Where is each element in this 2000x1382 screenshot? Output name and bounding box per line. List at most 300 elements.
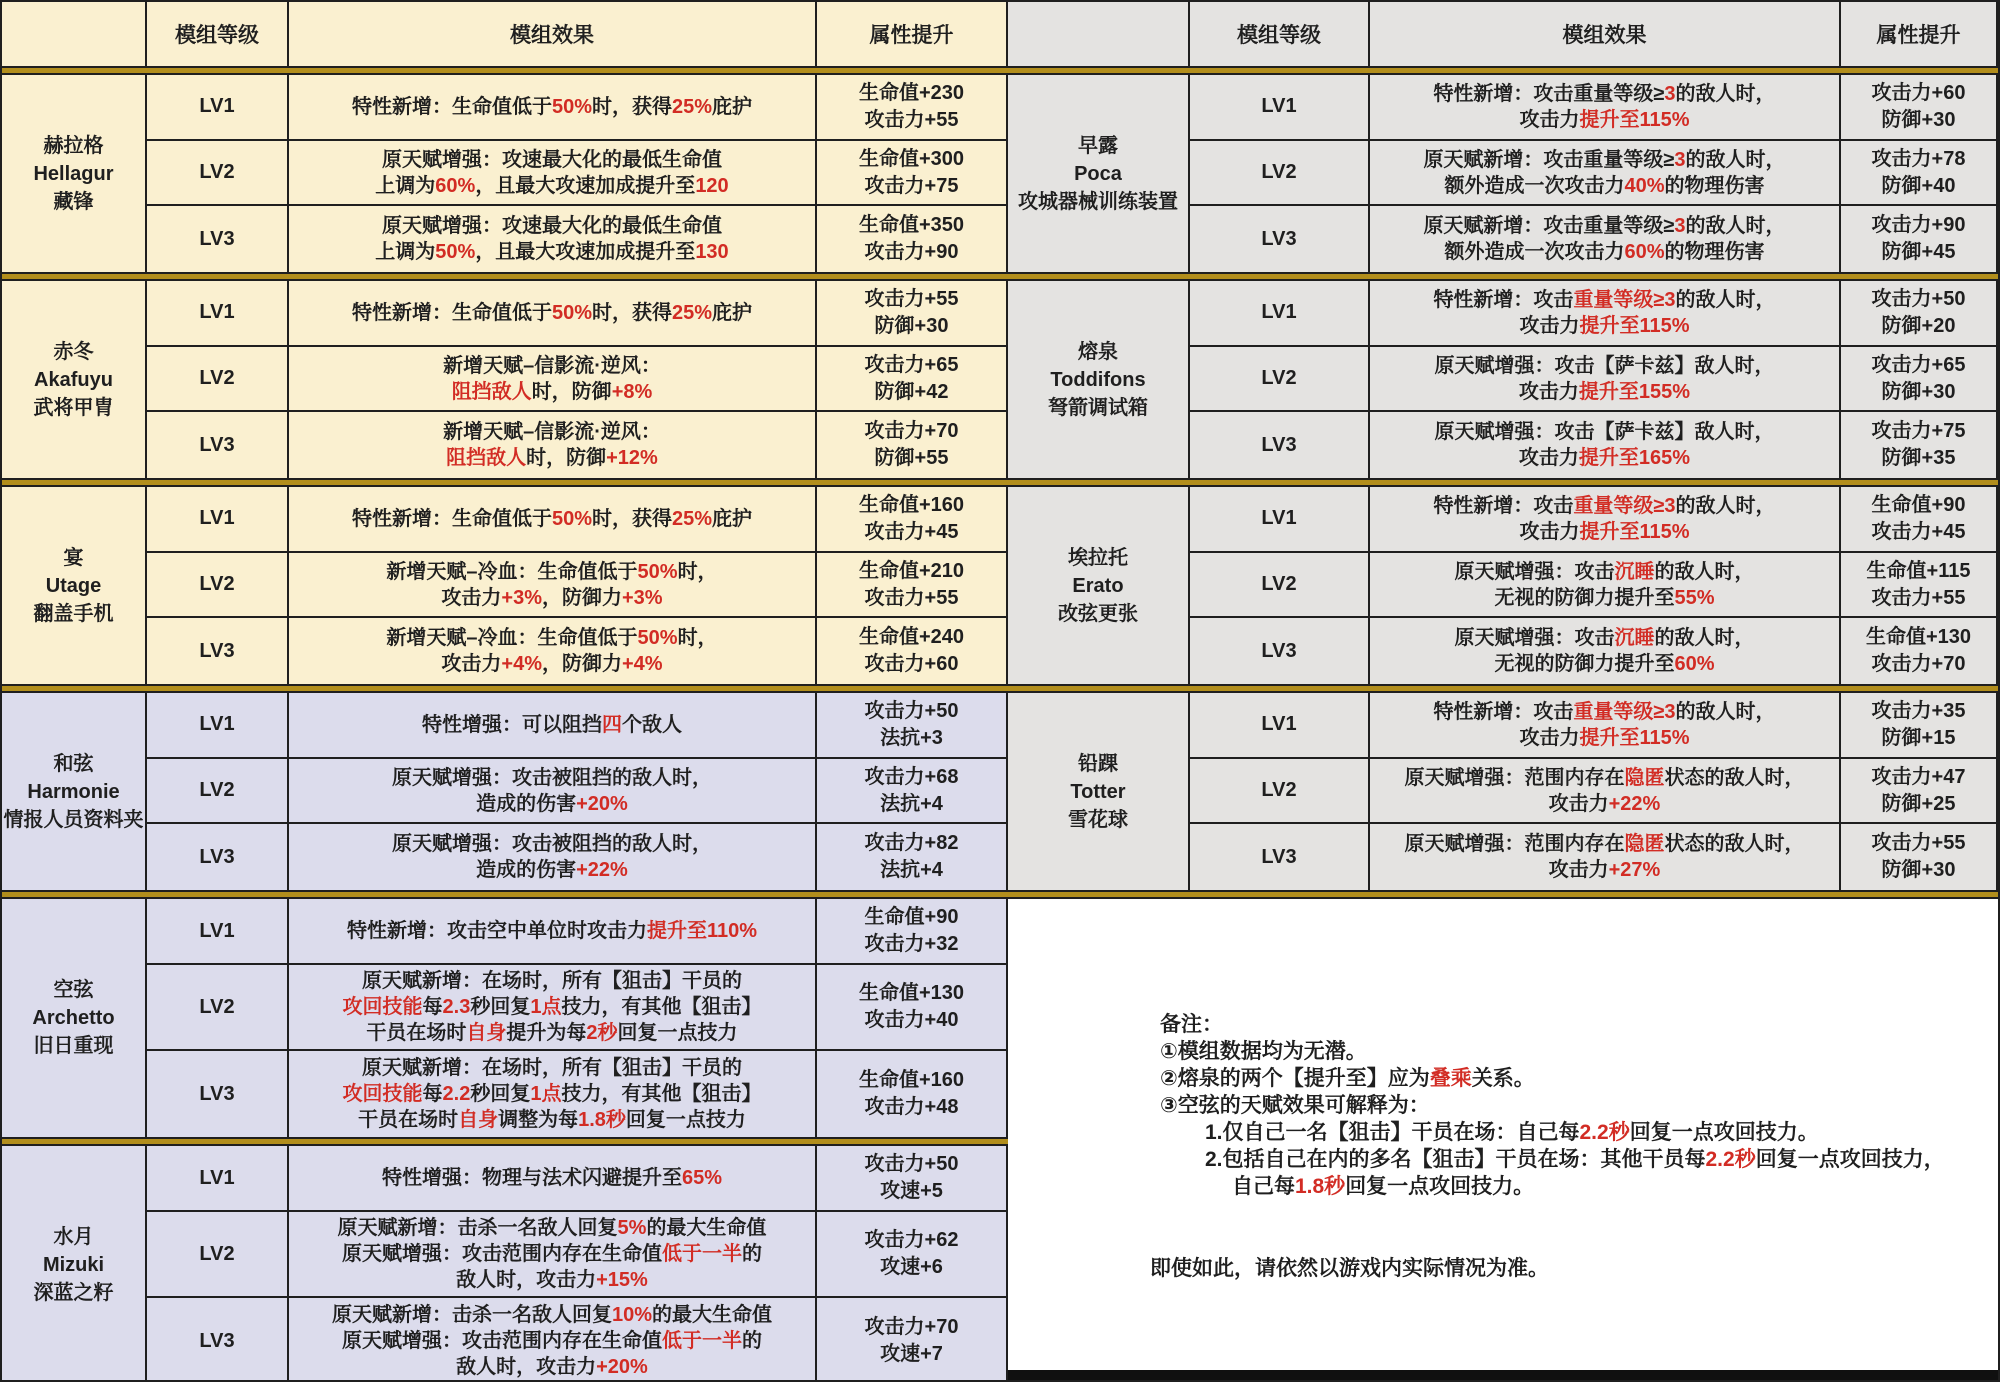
effect-line: 特性新增：攻击重量等级≥3的敌人时， [1433,82,1776,105]
module-effect-cell [289,75,817,141]
gold-divider [2,1137,1008,1146]
gold-divider [1008,890,1998,899]
effect-line: 特性新增：攻击重量等级≥3的敌人时， [1433,700,1776,723]
attribute-boost-cell [817,141,1008,207]
operator-block [2,487,1008,684]
operator-name [2,75,147,272]
left-header-corner [2,2,147,66]
module-level-cell: LV2 [147,141,289,207]
attribute-boost-cell [817,759,1008,825]
attribute-line: 防御+15 [1881,726,1956,749]
effect-line: 造成的伤害+20% [476,792,628,815]
attribute-boost-cell [817,206,1008,272]
operator-name-line: 情报人员资料夹 [3,808,144,831]
module-level-cell: LV3 [1190,824,1370,890]
module-row [147,824,1008,890]
module-row [1190,141,1998,207]
attribute-line: 攻速+7 [880,1343,943,1365]
module-rows [147,487,1008,684]
effect-line: 额外造成一次攻击力40%的物理伤害 [1444,174,1765,197]
module-rows [1190,693,1998,890]
attribute-line: 攻击力+47 [1871,765,1966,788]
attribute-line: 生命值+350 [858,214,965,237]
effect-line: 特性新增：攻击重量等级≥3的敌人时， [1433,288,1776,311]
right-header-module-effect: 模组效果 [1370,2,1841,66]
attribute-line: 法抗+3 [880,726,943,749]
module-level-cell: LV3 [1190,618,1370,684]
module-effect-cell [289,1212,817,1298]
operator-name [2,487,147,684]
effect-line: 新增天赋–信影流·逆风： [443,421,661,444]
attribute-boost-cell [1841,412,1998,478]
attribute-boost-cell [817,899,1008,965]
effect-line: 特性新增：生命值低于50%时，获得25%庇护 [351,95,753,118]
module-effect-cell [1370,824,1841,890]
operator-name-line: Harmonie [27,780,120,803]
module-row [147,347,1008,413]
module-rows [1190,487,1998,684]
module-effect-cell [1370,141,1841,207]
attribute-line: 攻击力+48 [864,1096,959,1118]
effect-line: 攻回技能每2.2秒回复1点技力，有其他【狙击】 [342,1083,762,1105]
module-effect-cell [289,1146,817,1212]
attribute-line: 法抗+4 [880,792,943,815]
module-row [147,75,1008,141]
module-level-cell: LV2 [147,553,289,619]
module-effect-cell [1370,206,1841,272]
attribute-line: 攻击力+50 [1871,287,1966,310]
attribute-boost-cell [817,347,1008,413]
module-effect-cell [289,412,817,478]
module-level-cell: LV3 [1190,206,1370,272]
module-level-cell: LV2 [1190,347,1370,413]
module-effect-cell [289,824,817,890]
module-row [1190,347,1998,413]
module-row [1190,693,1998,759]
effect-line: 原天赋增强：攻击被阻挡的敌人时， [391,766,712,789]
attribute-line: 法抗+4 [880,859,943,882]
module-effect-cell [289,1298,817,1382]
effect-line: 原天赋增强：攻击沉睡的敌人时， [1454,627,1755,650]
effect-line: 攻击力提升至155% [1518,380,1691,403]
attribute-line: 防御+42 [874,380,949,403]
module-row [1190,75,1998,141]
right-header-corner [1008,2,1190,66]
operator-name-line: 空弦 [53,979,94,1001]
attribute-boost-cell [817,412,1008,478]
attribute-line: 攻击力+50 [864,699,959,722]
attribute-line: 生命值+160 [858,1069,965,1091]
module-level-cell: LV1 [147,693,289,759]
right-header-attribute-boost: 属性提升 [1841,2,1998,66]
left-header-module-level: 模组等级 [147,2,289,66]
attribute-line: 攻速+5 [880,1180,943,1202]
left-table-body [2,75,1008,1382]
module-effect-cell [289,206,817,272]
operator-name-line: 攻城器械训练装置 [1017,190,1178,213]
effect-line: 原天赋新增：击杀一名敌人回复5%的最大生命值 [337,1217,767,1239]
attribute-line: 防御+30 [874,314,949,337]
effect-line: 原天赋增强：攻击【萨卡兹】敌人时， [1434,354,1775,377]
module-row [1190,618,1998,684]
module-row [147,1051,1008,1137]
effect-line: 原天赋增强：攻击沉睡的敌人时， [1454,560,1755,583]
module-level-cell: LV1 [1190,487,1370,553]
operator-name [2,899,147,1137]
module-level-cell: LV1 [147,487,289,553]
operator-name-line: Mizuki [42,1254,105,1276]
attribute-line: 攻击力+60 [1871,81,1966,104]
effect-line: 新增天赋–冷血：生命值低于50%时， [386,627,718,650]
notes-footer: 即使如此，请依然以游戏内实际情况为准。 [1149,1257,1549,1280]
effect-line: 原天赋增强：攻速最大化的最低生命值 [381,215,722,238]
module-effect-cell [289,759,817,825]
operator-name [2,1146,147,1382]
effect-line: 特性新增：生命值低于50%时，获得25%庇护 [351,301,753,324]
module-effect-cell [1370,553,1841,619]
module-row [1190,553,1998,619]
right-table-body [1008,75,1998,899]
effect-line: 攻回技能每2.3秒回复1点技力，有其他【狙击】 [342,996,762,1018]
module-level-cell: LV2 [1190,553,1370,619]
operator-name-line: Poca [1074,162,1122,185]
module-effect-cell [1370,618,1841,684]
attribute-line: 攻击力+90 [1871,214,1966,237]
effect-line: 阻挡敌人时，防御+12% [446,447,658,470]
left-header-row [2,2,1008,66]
operator-name-line: Erato [1072,574,1124,597]
module-level-cell: LV1 [147,1146,289,1212]
attribute-line: 攻击力+32 [864,933,959,955]
operator-name [2,693,147,890]
attribute-line: 生命值+90 [1871,493,1966,516]
operator-block [1008,693,1998,890]
effect-line: 原天赋增强：攻击范围内存在生命值低于一半的 [341,1330,762,1352]
effect-line: 攻击力提升至115% [1519,108,1690,131]
effect-line: 攻击力提升至115% [1519,314,1690,337]
effect-line: 原天赋增强：攻击被阻挡的敌人时， [391,833,712,856]
module-effect-cell [289,553,817,619]
module-row [147,553,1008,619]
attribute-boost-cell [817,965,1008,1051]
operator-name [1008,75,1190,272]
gold-divider [2,66,1008,75]
module-effect-cell [289,618,817,684]
attribute-line: 攻击力+90 [864,241,959,264]
attribute-line: 防御+40 [1881,174,1956,197]
effect-line: 特性增强：可以阻挡四个敌人 [421,713,682,736]
module-row [147,281,1008,347]
module-row [1190,759,1998,825]
module-level-cell: LV3 [147,824,289,890]
effect-line: 无视的防御力提升至60% [1494,653,1715,676]
module-effect-cell [1370,693,1841,759]
effect-line: 原天赋增强：攻速最大化的最低生命值 [381,148,722,171]
module-level-cell: LV2 [1190,759,1370,825]
operator-name-line: 赫拉格 [43,134,104,157]
attribute-line: 攻击力+65 [1871,353,1966,376]
effect-line: 攻击力+4%，防御力+4% [441,653,663,676]
notes-lines [1160,1038,1982,1200]
module-row [147,965,1008,1051]
attribute-boost-cell [1841,75,1998,141]
module-level-cell: LV3 [1190,412,1370,478]
gold-divider [2,684,1008,693]
module-effect-cell [1370,347,1841,413]
operator-block [2,693,1008,890]
attribute-boost-cell [817,693,1008,759]
attribute-boost-cell [817,553,1008,619]
attribute-line: 攻击力+55 [864,108,959,131]
module-effect-cell [1370,487,1841,553]
effect-line: 造成的伤害+22% [476,859,628,882]
effect-line: 原天赋增强：范围内存在隐匿状态的敌人时， [1404,766,1805,789]
effect-line: 阻挡敌人时，防御+8% [451,380,653,403]
module-row [1190,487,1998,553]
module-level-cell: LV1 [1190,75,1370,141]
module-level-cell: LV1 [147,281,289,347]
operator-name-line: 水月 [53,1226,94,1248]
attribute-line: 攻击力+40 [864,1009,959,1031]
module-level-cell: LV1 [1190,693,1370,759]
operator-name-line: 翻盖手机 [33,602,114,625]
attribute-line: 攻击力+45 [864,520,959,543]
notes-section [1008,899,1998,1370]
attribute-line: 生命值+130 [858,982,965,1004]
effect-line: 攻击力提升至115% [1519,520,1690,543]
effect-line: 原天赋增强：攻击【萨卡兹】敌人时， [1434,421,1775,444]
note-line: ②熔泉的两个【提升至】应为叠乘关系。 [1159,1067,1535,1090]
module-rows [147,281,1008,478]
effect-line: 干员在场时自身提升为每2秒回复一点技力 [366,1022,738,1044]
attribute-boost-cell [1841,553,1998,619]
effect-line: 攻击力提升至165% [1518,447,1691,470]
attribute-line: 攻击力+60 [864,653,959,676]
module-level-cell: LV3 [147,412,289,478]
operator-name-line: Archetto [32,1007,115,1029]
effect-line: 敌人时，攻击力+15% [456,1269,648,1291]
module-row [147,899,1008,965]
gold-divider [1008,66,1998,75]
attribute-line: 攻击力+65 [864,353,959,376]
attribute-line: 防御+30 [1881,108,1956,131]
attribute-boost-cell [1841,824,1998,890]
operator-name-line: Akafuyu [34,368,113,391]
operator-name [1008,693,1190,890]
module-rows [1190,281,1998,478]
module-row [147,1212,1008,1298]
bottom-black-bar [1008,1370,1998,1380]
operator-name-line: 弩箭调试箱 [1047,396,1148,419]
module-row [1190,281,1998,347]
effect-line: 上调为50%，且最大攻速加成提升至130 [375,241,729,264]
attribute-line: 防御+30 [1881,380,1956,403]
operator-name-line: Utage [45,574,102,597]
module-level-cell: LV3 [147,618,289,684]
module-row [147,693,1008,759]
module-level-cell: LV3 [147,1298,289,1382]
operator-name [2,281,147,478]
operator-name [1008,487,1190,684]
attribute-line: 攻击力+70 [864,1316,959,1338]
module-rows [147,899,1008,1137]
effect-line: 额外造成一次攻击力60%的物理伤害 [1444,241,1765,264]
effect-line: 干员在场时自身调整为每1.8秒回复一点技力 [358,1109,746,1131]
left-header-attribute-boost: 属性提升 [817,2,1008,66]
operator-block [2,899,1008,1137]
attribute-line: 防御+20 [1881,314,1956,337]
module-effect-cell [1370,412,1841,478]
attribute-boost-cell [1841,759,1998,825]
module-level-cell: LV3 [147,206,289,272]
module-rows [147,75,1008,272]
attribute-boost-cell [817,487,1008,553]
attribute-boost-cell [1841,347,1998,413]
module-level-cell: LV2 [1190,141,1370,207]
module-level-cell: LV1 [147,75,289,141]
effect-line: 特性增强：物理与法术闪避提升至65% [381,1167,722,1189]
attribute-line: 攻击力+62 [864,1229,959,1251]
module-row [147,1146,1008,1212]
operator-block [2,1146,1008,1382]
module-level-cell: LV3 [147,1051,289,1137]
note-line: 2.包括自己在内的多名【狙击】干员在场：其他干员每2.2秒回复一点攻回技力， [1204,1148,1945,1171]
attribute-line: 防御+30 [1881,859,1956,882]
attribute-line: 生命值+240 [858,626,965,649]
effect-line: 新增天赋–信影流·逆风： [443,354,661,377]
attribute-line: 攻击力+75 [864,174,959,197]
operator-name-line: 赤冬 [53,340,94,363]
operator-name-line: 铅踝 [1077,752,1118,775]
module-effect-cell [289,487,817,553]
module-effect-cell [289,899,817,965]
effect-line: 原天赋新增：在场时，所有【狙击】干员的 [361,1057,742,1079]
module-effect-cell [289,693,817,759]
attribute-line: 攻击力+35 [1871,699,1966,722]
effect-line: 原天赋增强：范围内存在隐匿状态的敌人时， [1404,833,1805,856]
module-rows [1190,75,1998,272]
attribute-boost-cell [1841,487,1998,553]
attribute-line: 生命值+210 [858,559,965,582]
attribute-boost-cell [1841,618,1998,684]
attribute-line: 攻击力+55 [1871,586,1966,609]
module-level-cell: LV2 [147,1212,289,1298]
attribute-line: 攻击力+50 [864,1153,959,1175]
note-line: 1.仅自己一名【狙击】干员在场：自己每2.2秒回复一点攻回技力。 [1204,1121,1819,1144]
attribute-boost-cell [1841,693,1998,759]
operator-block [2,281,1008,478]
module-row [147,759,1008,825]
module-row [1190,824,1998,890]
gold-divider [1008,272,1998,281]
operator-name-line: 熔泉 [1077,340,1118,363]
left-header-module-effect: 模组效果 [289,2,817,66]
operator-name-line: Toddifons [1050,368,1146,391]
module-effect-cell [1370,759,1841,825]
gold-divider [2,478,1008,487]
operator-name-line: 深蓝之籽 [33,1282,114,1304]
effect-line: 敌人时，攻击力+20% [456,1356,648,1378]
operator-name-line: 藏锋 [53,190,94,213]
operator-name-line: 旧日重现 [33,1035,114,1057]
effect-line: 原天赋新增：击杀一名敌人回复10%的最大生命值 [331,1304,772,1326]
effect-line: 原天赋新增：攻击重量等级≥3的敌人时， [1423,215,1786,238]
attribute-line: 攻击力+55 [864,586,959,609]
module-level-cell: LV1 [147,899,289,965]
module-rows [147,693,1008,890]
gold-divider [1008,684,1998,693]
operator-block [1008,487,1998,684]
module-effect-cell [289,281,817,347]
effect-line: 攻击力提升至115% [1519,726,1690,749]
attribute-line: 攻速+6 [880,1256,943,1278]
attribute-line: 防御+55 [874,447,949,470]
operator-name-line: 早露 [1077,134,1118,157]
module-effect-cell [289,965,817,1051]
operator-name-line: 埃拉托 [1067,546,1128,569]
effect-line: 无视的防御力提升至55% [1494,586,1715,609]
attribute-boost-cell [1841,281,1998,347]
module-row [147,141,1008,207]
module-row [147,1298,1008,1382]
operator-block [1008,281,1998,478]
attribute-line: 生命值+90 [864,906,959,928]
attribute-line: 防御+45 [1881,241,1956,264]
attribute-line: 生命值+230 [858,81,965,104]
attribute-line: 攻击力+70 [864,420,959,443]
effect-line: 攻击力+3%，防御力+3% [441,586,663,609]
attribute-boost-cell [817,281,1008,347]
operator-block [1008,75,1998,272]
operator-name-line: Totter [1070,780,1126,803]
operator-name-line: 和弦 [53,752,94,775]
gold-divider [2,890,1008,899]
module-row [147,206,1008,272]
attribute-boost-cell [817,75,1008,141]
attribute-boost-cell [1841,141,1998,207]
effect-line: 新增天赋–冷血：生命值低于50%时， [386,560,718,583]
operator-block [2,75,1008,272]
attribute-boost-cell [817,1146,1008,1212]
module-row [147,487,1008,553]
attribute-boost-cell [817,618,1008,684]
attribute-line: 生命值+115 [1866,559,1971,582]
gold-divider [2,272,1008,281]
module-rows [147,1146,1008,1382]
attribute-line: 生命值+300 [858,147,965,170]
right-header-row [1008,2,1998,66]
module-effect-cell [1370,75,1841,141]
attribute-line: 攻击力+75 [1871,420,1966,443]
right-header-module-level: 模组等级 [1190,2,1370,66]
module-row [1190,412,1998,478]
attribute-boost-cell [817,1298,1008,1382]
module-effect-cell [1370,281,1841,347]
module-effect-cell [289,347,817,413]
effect-line: 攻击力+27% [1548,859,1661,882]
note-line: 自己每1.8秒回复一点攻回技力。 [1231,1175,1535,1198]
operator-name-line: 宴 [63,546,84,569]
effect-line: 特性新增：生命值低于50%时，获得25%庇护 [351,507,753,530]
notes-title: 备注： [1159,1013,1223,1036]
operator-name-line: 改弦更张 [1057,602,1138,625]
operator-name-line: 雪花球 [1067,808,1128,831]
module-effect-cell [289,141,817,207]
operator-name [1008,281,1190,478]
left-table [2,2,1008,1380]
effect-line: 特性新增：攻击空中单位时攻击力提升至110% [346,920,758,942]
module-effect-cell [289,1051,817,1137]
